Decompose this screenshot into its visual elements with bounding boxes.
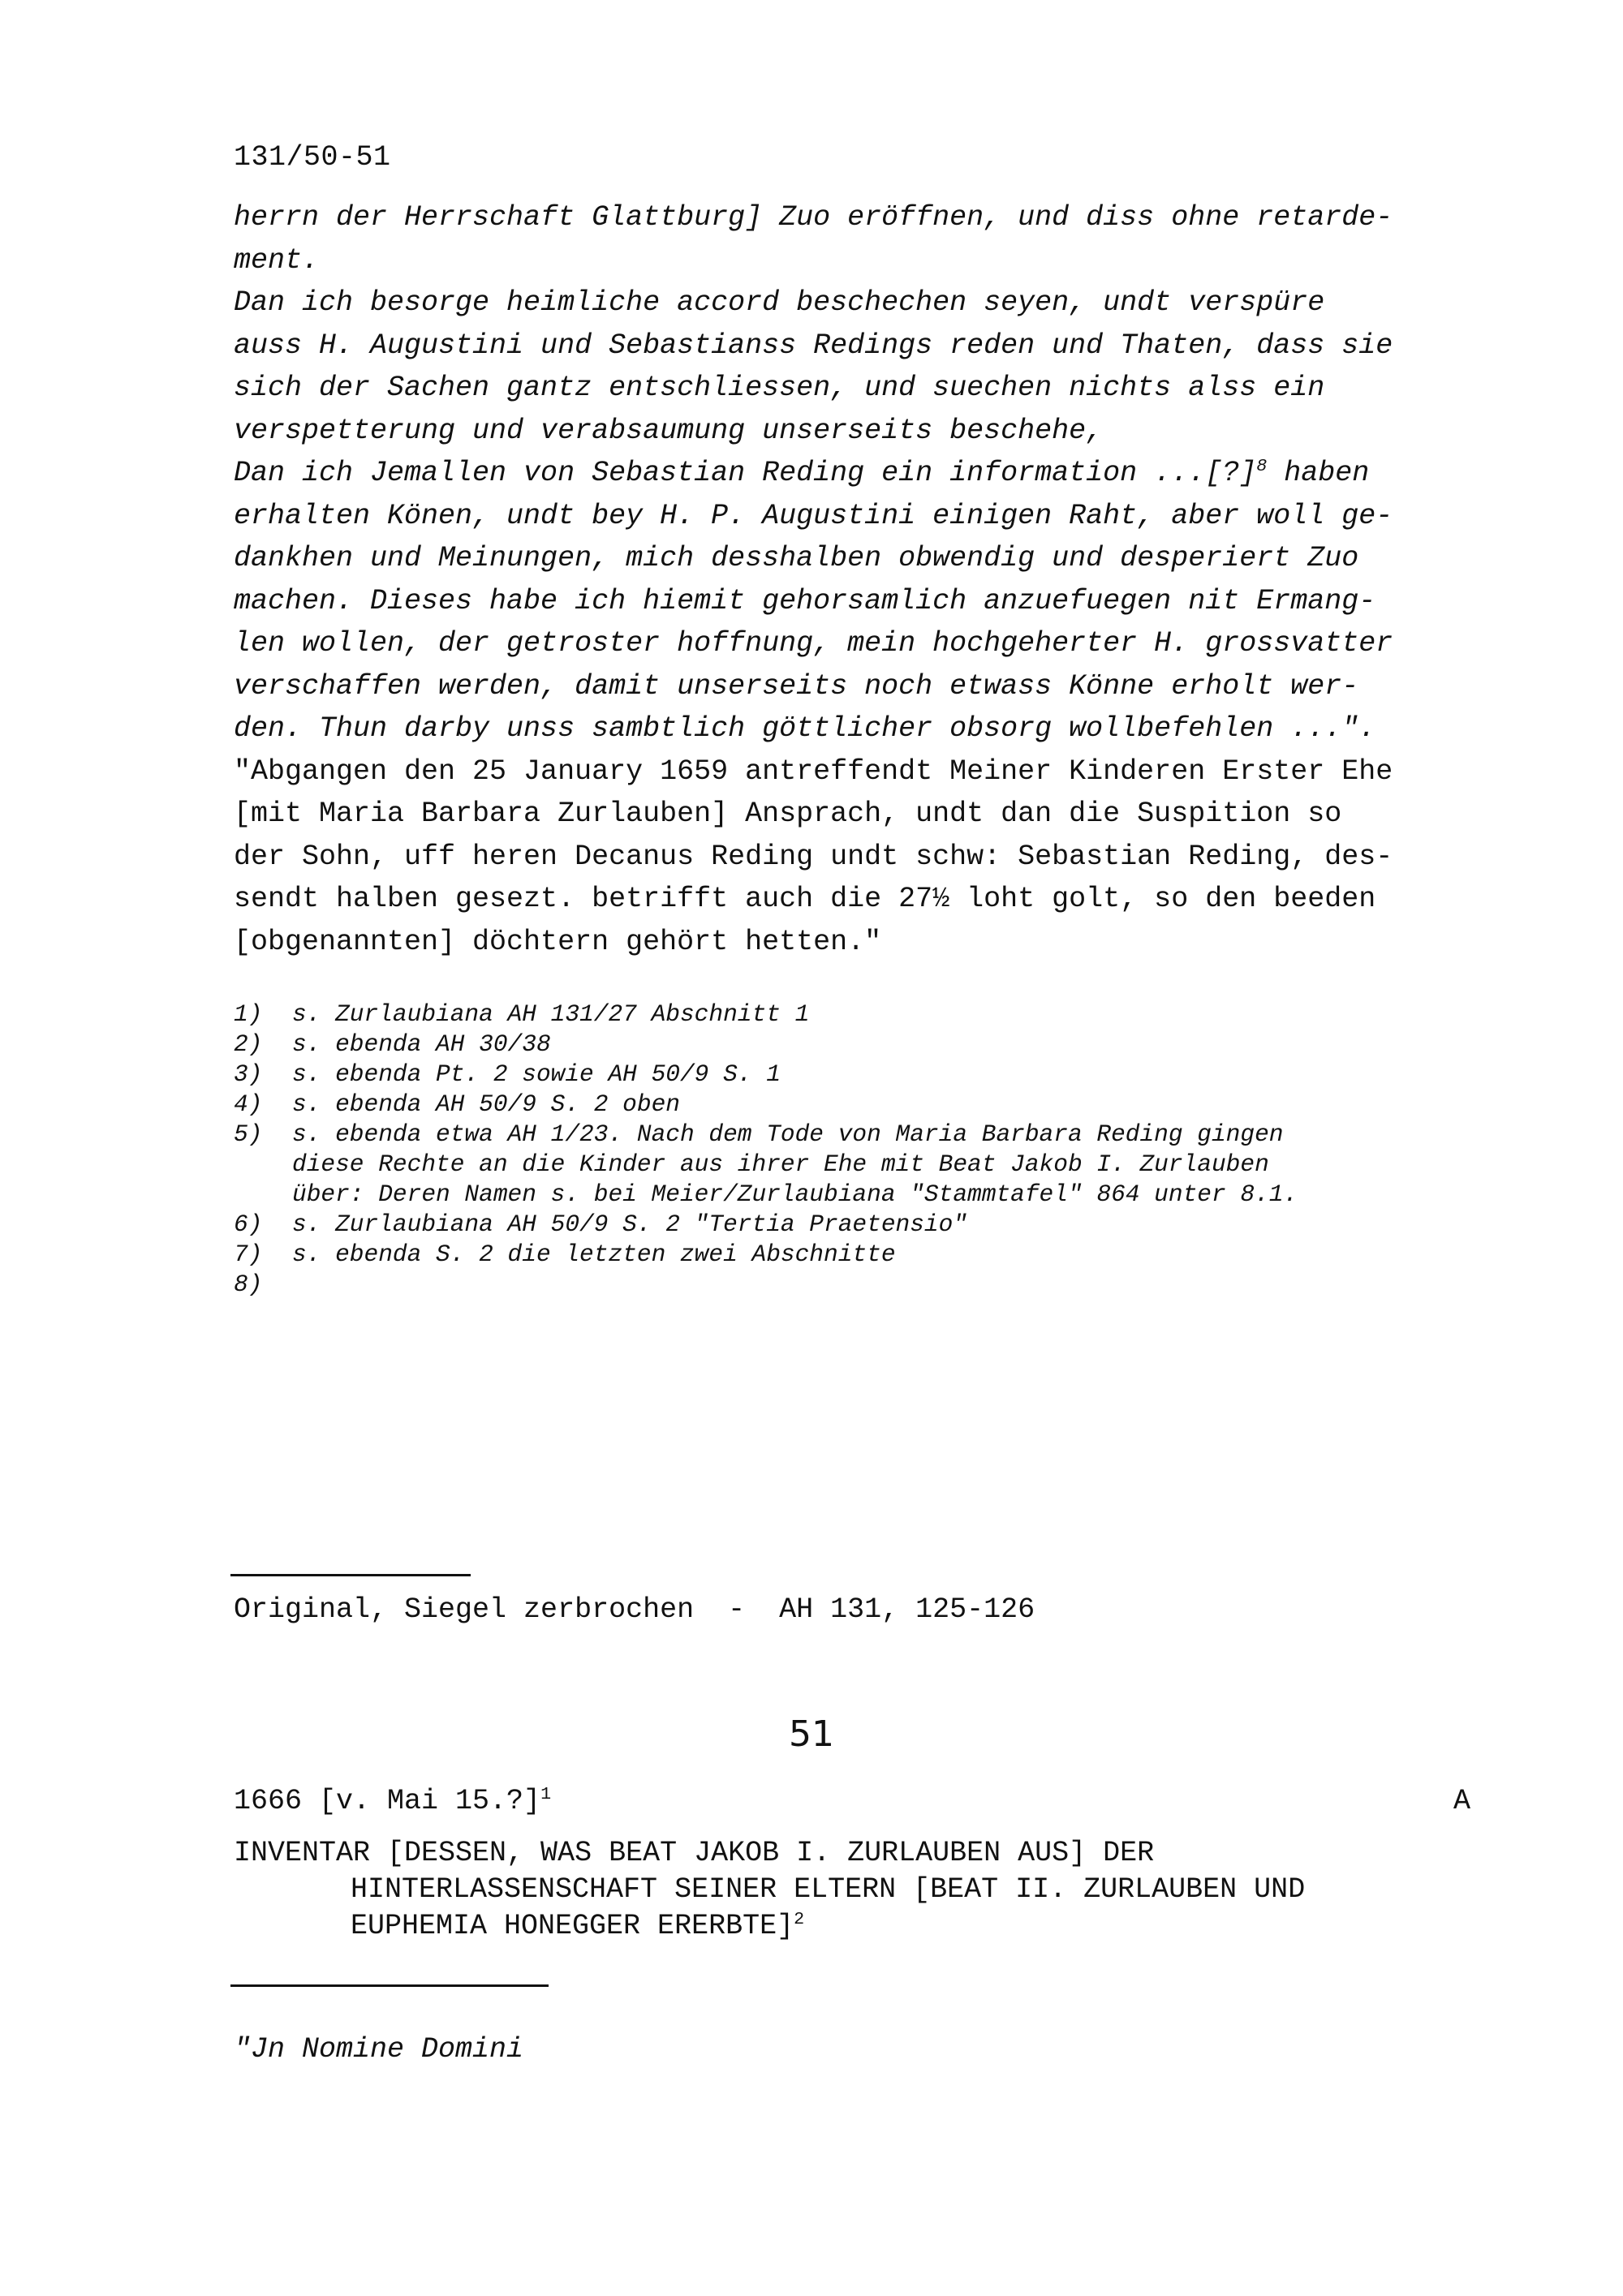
footnote-marker: 8	[1256, 456, 1268, 477]
body-line: den. Thun darby unss sambtlich göttlicher obsorg wollbefehlen ...".	[234, 712, 1376, 745]
footnote: 8)	[234, 1271, 263, 1298]
entry-letter: A	[1453, 1785, 1470, 1817]
footnote: 4) s. ebenda AH 50/9 S. 2 oben	[234, 1090, 680, 1118]
body-line: Dan ich Jemallen von Sebastian Reding ein information ...[?]$^8$ haben	[234, 456, 1370, 489]
body-line: sendt halben gesezt. betrifft auch die 27½ loht golt, so den beeden	[234, 883, 1376, 915]
footnote: 5) s. ebenda etwa AH 1/23. Nach dem Tode von Maria Barbara Reding gingen	[234, 1120, 1284, 1148]
footnote: 2) s. ebenda AH 30/38	[234, 1030, 551, 1058]
footnote: 6) s. Zurlaubiana AH 50/9 S. 2 "Tertia Praetensio"	[234, 1210, 968, 1238]
body-line: machen. Dieses habe ich hiemit gehorsamlich anzuefuegen nit Ermang-	[234, 584, 1376, 617]
footnote: über: Deren Namen s. bei Meier/Zurlaubiana "Stammtafel" 864 unter 8.1.	[292, 1180, 1298, 1208]
body-line: [mit Maria Barbara Zurlauben] Ansprach, undt dan die Suspition so	[234, 798, 1342, 830]
body-line: der Sohn, uff heren Decanus Reding undt schw: Sebastian Reding, des-	[234, 840, 1393, 873]
entry-title-line: EUPHEMIA HONEGGER ERERBTE]$^2$	[351, 1909, 805, 1942]
footnote: 1) s. Zurlaubiana AH 131/27 Abschnitt 1	[234, 1000, 810, 1028]
footnote: 7) s. ebenda S. 2 die letzten zwei Abschnitte	[234, 1240, 896, 1268]
source-divider	[230, 1574, 471, 1576]
body-line: [obgenannten] döchtern gehört hetten."	[234, 925, 882, 958]
body-line: erhalten Könen, undt bey H. P. Augustini einigen Raht, aber woll ge-	[234, 499, 1393, 532]
entry-number: 51	[789, 1713, 834, 1755]
entry-title-line: INVENTAR [DESSEN, WAS BEAT JAKOB I. ZURLAUBEN AUS] DER	[234, 1837, 1155, 1869]
body-line: dankhen und Meinungen, mich desshalben obwendig und desperiert Zuo	[234, 542, 1359, 574]
footnotes	[234, 1000, 1298, 1300]
incipit: "Jn Nomine Domini	[234, 2033, 524, 2066]
entry-title-line: HINTERLASSENSCHAFT SEINER ELTERN [BEAT II. ZURLAUBEN UND	[351, 1873, 1306, 1906]
body-text	[234, 196, 1475, 963]
body-line: verschaffen werden, damit unserseits noch etwass Könne erholt wer-	[234, 669, 1359, 703]
entry-title	[234, 1835, 1305, 1945]
body-line: sich der Sachen gantz entschliessen, und suechen nichts alss ein	[234, 372, 1325, 404]
body-line: len wollen, der getroster hoffnung, mein hochgeherter H. grossvatter	[234, 627, 1393, 660]
body-line: verspetterung und verabsaumung unserseits beschehe,	[234, 414, 1104, 447]
title-divider	[230, 1984, 549, 1987]
source-note: Original, Siegel zerbrochen - AH 131, 125-126	[234, 1593, 1035, 1626]
body-line: auss H. Augustini und Sebastianss Redings reden und Thaten, dass sie	[234, 329, 1393, 362]
body-line: "Abgangen den 25 January 1659 antreffendt Meiner Kinderen Erster Ehe	[234, 755, 1393, 788]
footnote: 3) s. ebenda Pt. 2 sowie AH 50/9 S. 1	[234, 1060, 781, 1088]
page-reference: 131/50-51	[234, 141, 391, 174]
footnote: diese Rechte an die Kinder aus ihrer Ehe mit Beat Jakob I. Zurlauben	[292, 1150, 1269, 1178]
footnote-marker: 2	[794, 1909, 805, 1930]
body-line: Dan ich besorge heimliche accord beschechen seyen, undt verspüre	[234, 286, 1325, 319]
footnote-marker: 1	[540, 1784, 552, 1805]
entry-date: 1666 [v. Mai 15.?]$^1$	[234, 1784, 552, 1817]
body-line: herrn der Herrschaft Glattburg] Zuo eröffnen, und diss ohne retarde-	[234, 201, 1393, 234]
body-line: ment.	[234, 243, 320, 277]
